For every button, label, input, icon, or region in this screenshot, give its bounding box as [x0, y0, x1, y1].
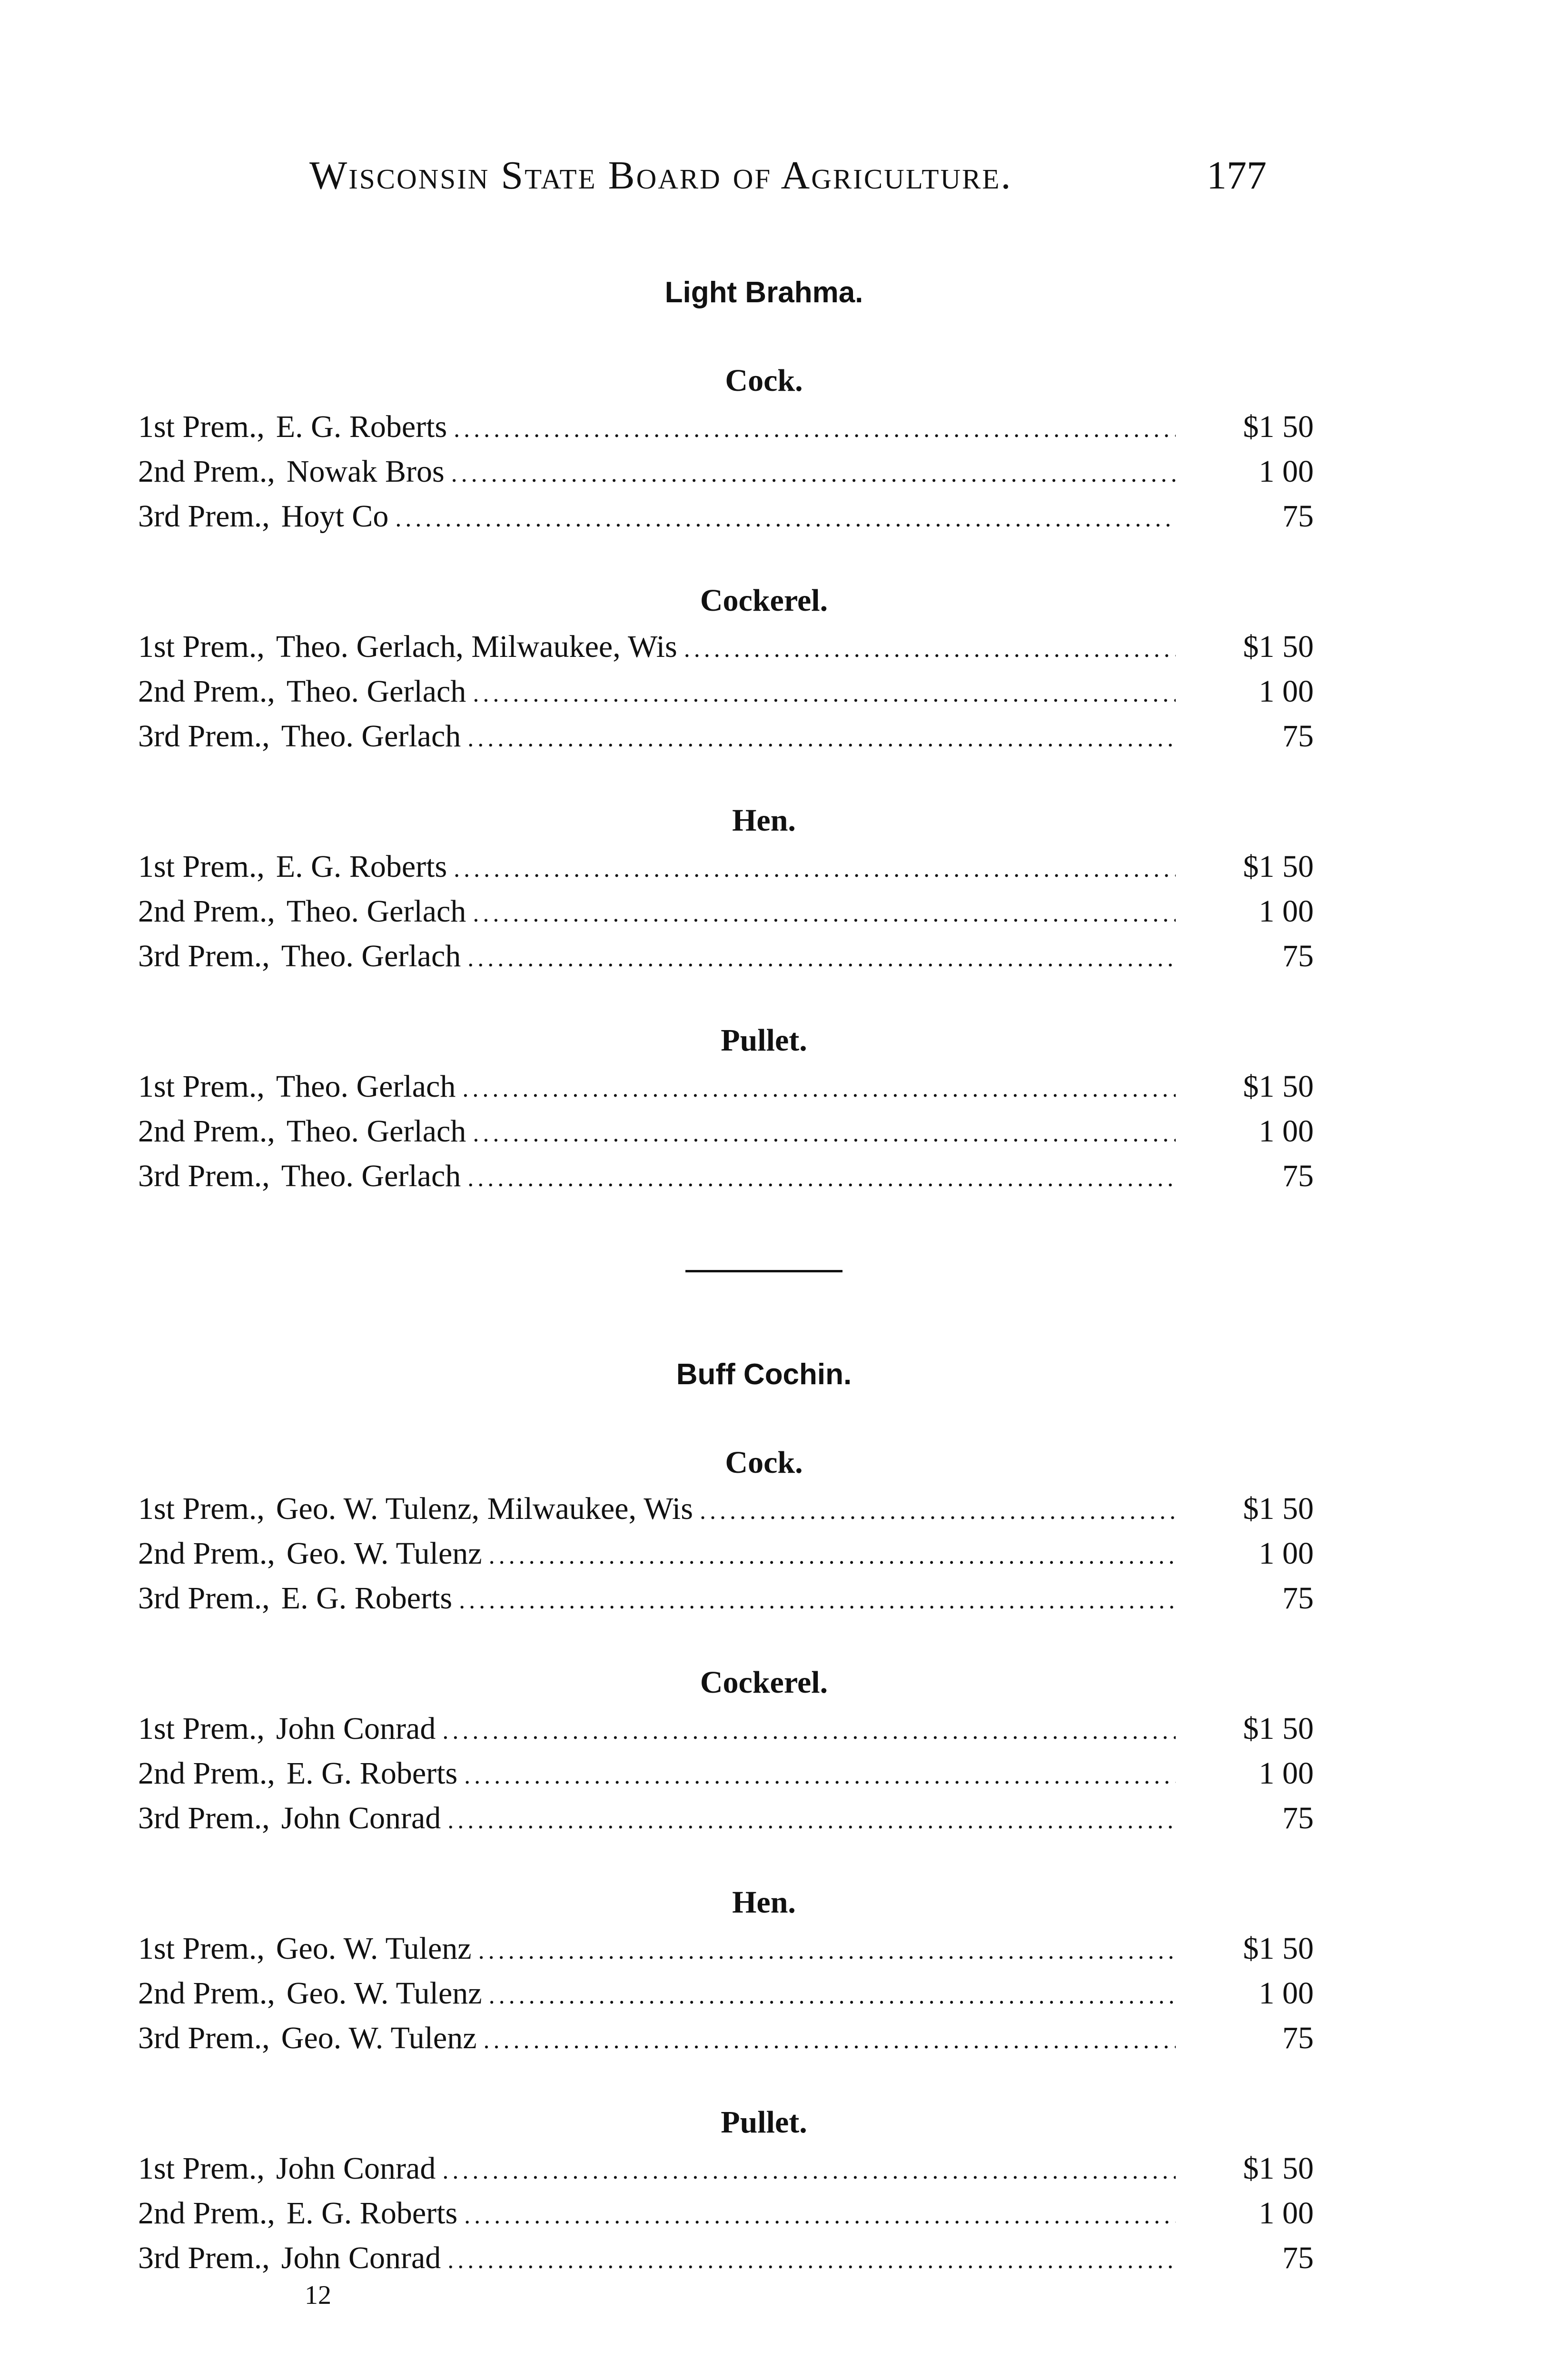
premium-entry — [138, 1926, 1314, 1971]
premium-entry — [138, 2191, 1314, 2236]
entry-amount: $1 50 — [1243, 409, 1314, 444]
dot-leader — [473, 892, 1176, 936]
entry-amount: $1 50 — [1243, 1069, 1314, 1104]
section-light-brahma — [138, 267, 1314, 1199]
class-title: Hen. — [732, 1885, 796, 1920]
premium-entry — [138, 1154, 1314, 1199]
entry-amount: $1 50 — [1243, 1711, 1314, 1746]
entry-place: 3rd Prem., — [138, 939, 270, 973]
entry-amount: 75 — [1282, 1159, 1314, 1193]
premium-entry — [138, 2016, 1314, 2061]
entry-winner: Geo. W. Tulenz, Milwaukee, Wis — [276, 1491, 693, 1526]
dot-leader — [467, 1156, 1176, 1201]
entry-place: 1st Prem., — [138, 409, 265, 444]
entry-amount: 1 00 — [1259, 2196, 1314, 2231]
entry-winner: John Conrad — [276, 2151, 436, 2186]
dot-leader — [459, 1578, 1176, 1623]
dot-leader — [462, 1067, 1176, 1111]
premium-entry — [138, 1706, 1314, 1751]
entry-amount: 1 00 — [1259, 1114, 1314, 1149]
entry-winner: Geo. W. Tulenz — [286, 1976, 482, 2011]
entry-amount: $1 50 — [1243, 629, 1314, 664]
premium-entry — [138, 669, 1314, 714]
class-group — [138, 1017, 1314, 1199]
premium-entry — [138, 2146, 1314, 2191]
entry-place: 3rd Prem., — [138, 2021, 270, 2055]
entry-place: 3rd Prem., — [138, 1801, 270, 1835]
entry-place: 2nd Prem., — [138, 674, 275, 709]
entry-amount: $1 50 — [1243, 849, 1314, 884]
entry-place: 3rd Prem., — [138, 719, 270, 754]
dot-leader — [467, 716, 1176, 761]
class-group — [138, 1439, 1314, 1621]
entry-place: 3rd Prem., — [138, 1159, 270, 1193]
dot-leader — [442, 1709, 1176, 1754]
class-title: Cock. — [725, 1445, 803, 1480]
class-group — [138, 357, 1314, 539]
entry-winner: Theo. Gerlach — [286, 1114, 466, 1149]
page-number: 177 — [1207, 153, 1267, 198]
premium-entry — [138, 449, 1314, 494]
signature-mark: 12 — [305, 2281, 331, 2310]
entry-winner: E. G. Roberts — [286, 2196, 458, 2231]
dot-leader — [478, 1929, 1176, 1973]
class-group — [138, 577, 1314, 759]
premium-entry — [138, 2236, 1314, 2281]
entry-place: 1st Prem., — [138, 849, 265, 884]
dot-leader — [451, 452, 1176, 496]
premium-entry — [138, 1576, 1314, 1621]
entry-winner: E. G. Roberts — [286, 1756, 458, 1791]
class-title: Cockerel. — [700, 1665, 828, 1700]
entry-winner: Theo. Gerlach — [281, 939, 461, 973]
entry-winner: Geo. W. Tulenz — [276, 1931, 472, 1966]
class-title: Hen. — [732, 803, 796, 838]
premium-entry — [138, 1751, 1314, 1796]
dot-leader — [473, 1111, 1176, 1156]
entry-place: 2nd Prem., — [138, 1756, 275, 1791]
premium-entry — [138, 1796, 1314, 1841]
section-divider — [685, 1270, 842, 1272]
entry-amount: 75 — [1282, 2021, 1314, 2055]
entry-winner: John Conrad — [281, 2241, 441, 2275]
entry-place: 1st Prem., — [138, 1931, 265, 1966]
entry-amount: 75 — [1282, 719, 1314, 754]
entry-amount: 1 00 — [1259, 1976, 1314, 2011]
entry-amount: 1 00 — [1259, 1756, 1314, 1791]
dot-leader — [467, 936, 1176, 981]
premium-entry — [138, 889, 1314, 934]
entry-place: 1st Prem., — [138, 1069, 265, 1104]
entry-amount: $1 50 — [1243, 2151, 1314, 2186]
entry-winner: Theo. Gerlach — [281, 719, 461, 754]
section-title: Buff Cochin. — [676, 1358, 852, 1391]
entry-winner: E. G. Roberts — [276, 409, 447, 444]
dot-leader — [473, 672, 1176, 716]
premium-entry — [138, 494, 1314, 539]
entry-winner: Theo. Gerlach — [286, 894, 466, 929]
entry-place: 2nd Prem., — [138, 1114, 275, 1149]
entry-amount: 1 00 — [1259, 894, 1314, 929]
entry-winner: Theo. Gerlach, Milwaukee, Wis — [276, 629, 677, 664]
entry-place: 2nd Prem., — [138, 2196, 275, 2231]
entry-place: 2nd Prem., — [138, 1536, 275, 1571]
entry-winner: Geo. W. Tulenz — [281, 2021, 477, 2055]
entry-winner: Nowak Bros — [286, 454, 445, 489]
class-group — [138, 1879, 1314, 2061]
entry-place: 3rd Prem., — [138, 499, 270, 534]
class-title: Cock. — [725, 363, 803, 398]
entry-place: 3rd Prem., — [138, 2241, 270, 2275]
entry-place: 1st Prem., — [138, 2151, 265, 2186]
entry-winner: E. G. Roberts — [281, 1581, 453, 1616]
premium-entry — [138, 1064, 1314, 1109]
premium-entry — [138, 714, 1314, 759]
dot-leader — [464, 1754, 1176, 1798]
dot-leader — [395, 496, 1176, 541]
premium-entry — [138, 625, 1314, 669]
entry-amount: 1 00 — [1259, 1536, 1314, 1571]
premium-list — [138, 267, 1314, 2281]
class-title: Pullet. — [721, 1023, 807, 1058]
entry-amount: $1 50 — [1243, 1931, 1314, 1966]
dot-leader — [447, 2238, 1176, 2283]
entry-winner: E. G. Roberts — [276, 849, 447, 884]
dot-leader — [447, 1798, 1176, 1843]
entry-amount: 75 — [1282, 1801, 1314, 1835]
premium-entry — [138, 405, 1314, 449]
premium-entry — [138, 934, 1314, 979]
premium-entry — [138, 1109, 1314, 1154]
dot-leader — [489, 1534, 1176, 1578]
dot-leader — [464, 2193, 1176, 2238]
entry-amount: 75 — [1282, 939, 1314, 973]
dot-leader — [442, 2149, 1176, 2193]
class-group — [138, 1659, 1314, 1841]
dot-leader — [454, 847, 1176, 892]
entry-place: 1st Prem., — [138, 629, 265, 664]
running-header: Wisconsin State Board of Agriculture. — [309, 153, 1012, 198]
class-title: Pullet. — [721, 2105, 807, 2140]
entry-amount: 75 — [1282, 1581, 1314, 1616]
entry-place: 1st Prem., — [138, 1711, 265, 1746]
dot-leader — [484, 2018, 1176, 2063]
entry-winner: Theo. Gerlach — [286, 674, 466, 709]
dot-leader — [454, 407, 1176, 452]
entry-place: 1st Prem., — [138, 1491, 265, 1526]
entry-winner: Hoyt Co — [281, 499, 389, 534]
section-buff-cochin — [138, 1349, 1314, 2281]
premium-entry — [138, 1487, 1314, 1531]
entry-amount: 1 00 — [1259, 454, 1314, 489]
premium-entry — [138, 1531, 1314, 1576]
entry-winner: Geo. W. Tulenz — [286, 1536, 482, 1571]
entry-winner: John Conrad — [281, 1801, 441, 1835]
dot-leader — [684, 627, 1176, 672]
entry-winner: John Conrad — [276, 1711, 436, 1746]
entry-winner: Theo. Gerlach — [281, 1159, 461, 1193]
entry-winner: Theo. Gerlach — [276, 1069, 456, 1104]
entry-amount: 75 — [1282, 499, 1314, 534]
dot-leader — [489, 1973, 1176, 2018]
entry-place: 2nd Prem., — [138, 454, 275, 489]
dot-leader — [700, 1489, 1176, 1534]
section-title: Light Brahma. — [664, 276, 863, 309]
entry-place: 2nd Prem., — [138, 1976, 275, 2011]
entry-place: 3rd Prem., — [138, 1581, 270, 1616]
entry-amount: $1 50 — [1243, 1491, 1314, 1526]
class-title: Cockerel. — [700, 583, 828, 618]
premium-entry — [138, 1971, 1314, 2016]
class-group — [138, 797, 1314, 979]
entry-amount: 75 — [1282, 2241, 1314, 2275]
entry-place: 2nd Prem., — [138, 894, 275, 929]
entry-amount: 1 00 — [1259, 674, 1314, 709]
premium-entry — [138, 844, 1314, 889]
class-group — [138, 2099, 1314, 2281]
